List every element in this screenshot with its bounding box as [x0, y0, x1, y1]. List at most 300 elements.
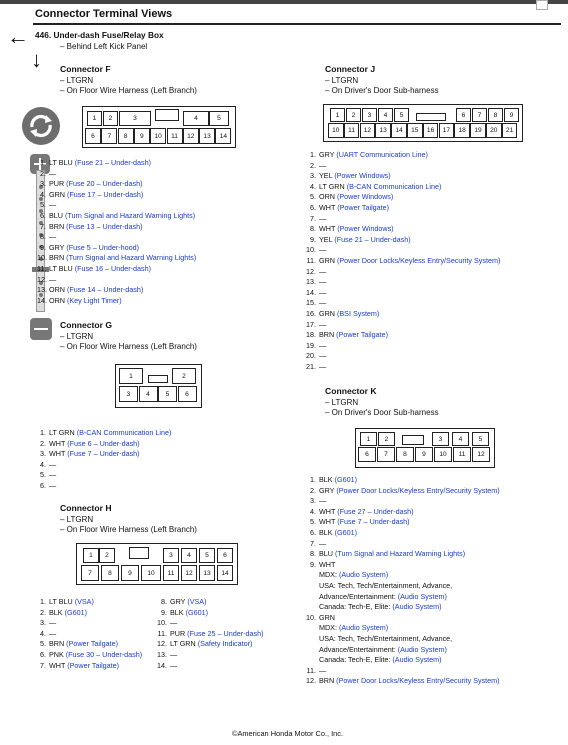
pin-row	[37, 597, 142, 608]
terminal-cell: 5	[158, 386, 177, 402]
wire-color: —	[49, 200, 57, 210]
circuit-link[interactable]: (Turn Signal and Hazard Warning Lights)	[62, 210, 196, 220]
pin-row	[303, 539, 500, 550]
pin-number: 6.	[40, 210, 46, 220]
terminal-cell: 9	[121, 565, 139, 581]
pin-row	[303, 267, 500, 278]
pin-row	[154, 618, 264, 629]
pin-row	[37, 296, 196, 307]
circuit-link[interactable]: (Safety Indicator)	[195, 639, 253, 649]
terminal-cell: 4	[378, 108, 393, 122]
wire-color: LT GRN	[319, 181, 345, 191]
connector-h-location: – On Floor Wire Harness (Left Branch)	[60, 525, 197, 534]
circuit-link[interactable]: (B-CAN Communication Line)	[344, 181, 442, 191]
pin-number: 3.	[310, 496, 316, 506]
pin-number: 18.	[306, 330, 316, 340]
wire-color: GRY	[319, 150, 335, 159]
page-title: Connector Terminal Views	[35, 8, 173, 20]
wire-color: —	[49, 628, 57, 638]
terminal-cell: 2	[172, 368, 196, 384]
pin-number: 8.	[40, 232, 46, 242]
pin-number: 5.	[310, 517, 316, 527]
pin-row	[303, 320, 500, 331]
wire-color: —	[319, 665, 327, 675]
wire-color: GRN	[319, 612, 335, 622]
connector-f-diagram	[82, 106, 236, 148]
wire-color: LT BLU	[49, 158, 73, 167]
top-bar	[0, 0, 568, 4]
pin-number: 5.	[310, 192, 316, 202]
wire-color: GRY	[170, 597, 186, 606]
connector-g-diagram	[115, 364, 202, 408]
terminal-cell: 1	[360, 432, 377, 446]
wire-color: PNK	[49, 649, 64, 659]
wire-color: WHT	[319, 517, 336, 527]
terminal-cell: 10	[150, 128, 166, 144]
terminal-cell: 1	[87, 111, 102, 126]
wire-color: GRY	[49, 242, 65, 252]
connector-j-title: Connector J	[325, 64, 376, 74]
wire-color: —	[49, 618, 57, 628]
pin-row	[154, 661, 264, 672]
terminal-cell: 7	[101, 128, 117, 144]
pin-row	[37, 243, 196, 254]
pin-number: 1.	[40, 158, 46, 167]
pin-number: 3.	[40, 179, 46, 189]
detail-text: Advance/Entertainment:	[319, 644, 396, 654]
connector-g-location: – On Floor Wire Harness (Left Branch)	[60, 342, 197, 351]
wire-color: —	[170, 618, 178, 628]
pin-detail-row	[303, 634, 500, 645]
wire-color: —	[319, 213, 327, 223]
connector-f-location: – On Floor Wire Harness (Left Branch)	[60, 86, 197, 95]
circuit-link[interactable]: (Audio System)	[395, 591, 447, 601]
left-arrow-icon[interactable]: ←	[7, 24, 29, 49]
zoom-out-icon[interactable]	[30, 318, 52, 340]
terminal-cell: 15	[407, 123, 423, 138]
pin-row	[303, 235, 500, 246]
circuit-link[interactable]: (Power Door Locks/Keyless Entry/Security System)	[334, 676, 500, 686]
pin-row	[303, 341, 500, 352]
wire-color: YEL	[319, 171, 333, 181]
pin-detail-row	[303, 645, 500, 656]
pin-number: 9.	[310, 559, 316, 569]
pin-row	[37, 460, 171, 471]
wire-color: BLU	[319, 549, 333, 559]
terminal-cell: 8	[118, 128, 134, 144]
connector-j-color: – LTGRN	[325, 76, 359, 85]
circuit-link[interactable]: (Fuse 21 – Under-dash)	[72, 158, 152, 167]
terminal-cell: 11	[167, 128, 183, 144]
pin-row	[154, 650, 264, 661]
wire-color: ORN	[49, 295, 65, 305]
terminal-cell: 6	[358, 447, 376, 462]
wire-color: BRN	[49, 221, 65, 231]
circuit-link[interactable]: (Power Windows)	[332, 171, 391, 181]
terminal-cell: 9	[134, 128, 150, 144]
wire-color: —	[49, 168, 57, 178]
pin-number: 8.	[310, 224, 316, 234]
pin-number: 12.	[306, 676, 316, 686]
circuit-link[interactable]: (G601)	[183, 607, 208, 617]
connector-g-color: – LTGRN	[60, 332, 94, 341]
pin-row	[37, 190, 196, 201]
wire-color: WHT	[49, 660, 66, 670]
terminal-cell: 20	[486, 123, 502, 138]
pin-detail-row	[303, 581, 500, 592]
connector-j-location: – On Driver's Door Sub-harness	[325, 86, 439, 95]
terminal-cell: 1	[83, 548, 99, 563]
down-arrow-icon[interactable]: ↓	[31, 47, 42, 72]
pin-number: 20.	[306, 351, 316, 361]
pin-row	[303, 288, 500, 299]
terminal-cell: 6	[217, 548, 233, 563]
pin-number: 2.	[310, 160, 316, 170]
connector-k-color: – LTGRN	[325, 398, 359, 407]
circuit-link[interactable]: (Key Light Timer)	[64, 295, 122, 305]
wire-color: —	[319, 361, 327, 371]
circuit-link[interactable]: (Fuse 7 – Under-dash)	[65, 449, 140, 459]
connector-key-notch	[155, 109, 179, 121]
pin-row	[37, 222, 196, 233]
circuit-link[interactable]: (Audio System)	[390, 655, 442, 665]
pin-row	[303, 351, 500, 362]
wire-color: BLK	[49, 607, 63, 617]
circuit-link[interactable]: (Fuse 14 – Under-dash)	[64, 285, 144, 295]
circuit-link[interactable]: (Fuse 6 – Under-dash)	[65, 438, 140, 448]
circuit-link[interactable]: (Fuse 13 – Under-dash)	[64, 221, 143, 231]
connector-f-pin-list	[37, 158, 196, 306]
terminal-cell: 8	[396, 447, 414, 462]
terminal-cell: 5	[209, 111, 229, 126]
terminal-cell: 10	[141, 565, 161, 581]
pin-number: 1.	[310, 150, 316, 159]
wire-color: WHT	[319, 224, 336, 234]
pin-number: 1.	[40, 597, 46, 606]
refresh-icon[interactable]	[22, 107, 60, 145]
circuit-link[interactable]: (Power Tailgate)	[335, 202, 390, 212]
wire-color: —	[170, 660, 178, 670]
pin-number: 2.	[40, 168, 46, 178]
circuit-link[interactable]: (B-CAN Communication Line)	[74, 428, 172, 437]
pin-number: 9.	[310, 234, 316, 244]
wire-color: BLK	[319, 475, 333, 484]
pin-number: 11.	[306, 255, 316, 265]
circuit-link[interactable]: (Audio System)	[336, 623, 389, 633]
pin-row	[37, 253, 196, 264]
terminal-cell: 12	[181, 565, 197, 581]
detail-text: MDX:	[319, 623, 337, 633]
pin-number: 11.	[37, 263, 47, 273]
pin-detail-row	[303, 570, 500, 581]
wire-color: —	[319, 298, 327, 308]
terminal-cell: 6	[456, 108, 471, 122]
pin-row	[303, 613, 500, 624]
terminal-cell: 4	[183, 111, 209, 126]
detail-text: Canada: Tech-E, Elite:	[319, 655, 391, 665]
pin-number: 7.	[40, 660, 46, 670]
pin-row	[303, 507, 500, 518]
pin-row	[303, 192, 500, 203]
pin-number: 12.	[306, 266, 316, 276]
circuit-link[interactable]: (Fuse 16 – Under-dash)	[72, 263, 152, 273]
circuit-link[interactable]: (Fuse 21 – Under-dash)	[332, 234, 411, 244]
circuit-link[interactable]: (Audio System)	[336, 570, 389, 580]
pin-number: 4.	[40, 459, 46, 469]
connector-h-pin-list-right	[154, 597, 264, 671]
wire-color: —	[319, 277, 327, 287]
pin-row	[154, 639, 264, 650]
terminal-cell: 14	[217, 565, 233, 581]
circuit-link[interactable]: (Audio System)	[395, 644, 447, 654]
wire-color: GRN	[49, 189, 65, 199]
connector-g-pin-list	[37, 428, 171, 492]
pin-number: 3.	[40, 449, 46, 459]
pin-number: 9.	[161, 607, 167, 617]
terminal-cell: 7	[377, 447, 395, 462]
wire-color: —	[319, 160, 327, 170]
connector-f-title: Connector F	[60, 64, 111, 74]
wire-color: BLU	[49, 210, 63, 220]
pin-row	[303, 560, 500, 571]
pin-row	[303, 362, 500, 373]
wire-color: ORN	[319, 192, 335, 202]
circuit-link[interactable]: (UART Communication Line)	[334, 150, 428, 159]
terminal-cell: 5	[199, 548, 215, 563]
pin-row	[303, 528, 500, 539]
pin-number: 6.	[310, 527, 316, 537]
pin-row	[37, 200, 196, 211]
terminal-cell: 7	[81, 565, 99, 581]
circuit-link[interactable]: (Fuse 25 – Under-dash)	[185, 628, 264, 638]
pin-number: 16.	[306, 308, 316, 318]
pin-number: 5.	[40, 639, 46, 649]
circuit-link[interactable]: (Power Door Locks/Keyless Entry/Security System)	[334, 485, 500, 495]
pin-row	[303, 475, 500, 486]
circuit-link[interactable]: (Power Tailgate)	[65, 660, 120, 670]
pin-row	[37, 470, 171, 481]
pin-number: 14.	[306, 287, 316, 297]
wire-color: —	[319, 538, 327, 548]
circuit-link[interactable]: (BSI System)	[334, 308, 380, 318]
wire-color: —	[49, 274, 57, 284]
wire-color: LT GRN	[170, 639, 196, 649]
wire-color: GRY	[319, 485, 335, 495]
circuit-link[interactable]: (Fuse 5 – Under-hood)	[64, 242, 140, 252]
pin-row	[37, 285, 196, 296]
pin-row	[303, 256, 500, 267]
pin-number: 2.	[40, 438, 46, 448]
pin-row	[303, 245, 500, 256]
circuit-link[interactable]: (Fuse 30 – Under-dash)	[63, 649, 143, 659]
terminal-cell: 2	[103, 111, 118, 126]
circuit-link[interactable]: (G601)	[332, 475, 357, 484]
terminal-cell: 10	[434, 447, 452, 462]
pin-row	[37, 211, 196, 222]
pin-detail-row	[303, 623, 500, 634]
connector-k-location: – On Driver's Door Sub-harness	[325, 408, 439, 417]
pin-row	[303, 182, 500, 193]
circuit-link[interactable]: (Fuse 27 – Under-dash)	[335, 506, 414, 516]
pin-row	[303, 517, 500, 528]
pin-number: 19.	[306, 340, 316, 350]
wire-color: ORN	[49, 285, 65, 295]
terminal-cell: 11	[453, 447, 471, 462]
pin-row	[303, 277, 500, 288]
connector-h-title: Connector H	[60, 503, 112, 513]
pin-row	[303, 309, 500, 320]
pin-row	[303, 161, 500, 172]
circuit-link[interactable]: (Fuse 7 – Under-dash)	[335, 517, 410, 527]
pin-row	[37, 264, 196, 275]
terminal-cell: 12	[360, 123, 376, 138]
pin-row	[37, 158, 196, 169]
wire-color: LT BLU	[49, 597, 73, 606]
terminal-cell: 4	[181, 548, 197, 563]
pin-number: 4.	[310, 181, 316, 191]
wire-color: —	[319, 266, 327, 276]
wire-color: WHT	[49, 438, 66, 448]
pin-row	[303, 676, 500, 687]
terminal-cell: 11	[344, 123, 360, 138]
circuit-link[interactable]: (Power Windows)	[334, 192, 394, 202]
pin-row	[154, 608, 264, 619]
wire-color: YEL	[319, 234, 333, 244]
wire-color: WHT	[319, 559, 336, 569]
pin-number: 10.	[306, 612, 316, 622]
section-location: – Behind Left Kick Panel	[60, 42, 148, 51]
circuit-link[interactable]: (VSA)	[185, 597, 207, 606]
connector-h-diagram	[76, 543, 238, 585]
terminal-cell: 16	[423, 123, 439, 138]
circuit-link[interactable]: (Power Tailgate)	[64, 639, 118, 649]
wire-color: PUR	[170, 628, 186, 638]
pin-number: 6.	[40, 480, 46, 490]
terminal-cell: 13	[375, 123, 391, 138]
circuit-link[interactable]: (Power Door Locks/Keyless Entry/Security System)	[334, 255, 501, 265]
terminal-cell: 12	[472, 447, 490, 462]
wire-color: —	[49, 470, 57, 480]
terminal-cell: 21	[502, 123, 518, 138]
connector-key-notch	[416, 113, 446, 121]
circuit-link[interactable]: (Power Tailgate)	[334, 330, 388, 340]
pin-number: 13.	[157, 649, 167, 659]
wire-color: WHT	[49, 449, 66, 459]
terminal-cell: 14	[391, 123, 407, 138]
pin-number: 10.	[157, 618, 167, 628]
pin-row	[37, 169, 196, 180]
pin-number: 7.	[310, 538, 316, 548]
wire-color: —	[49, 232, 57, 242]
terminal-cell: 8	[101, 565, 119, 581]
pin-row	[303, 214, 500, 225]
pin-row	[37, 449, 171, 460]
pin-row	[37, 629, 142, 640]
connector-k-diagram	[355, 428, 495, 468]
circuit-link[interactable]: (Fuse 20 – Under-dash)	[64, 179, 143, 189]
window-control[interactable]	[536, 0, 548, 10]
pin-row	[37, 650, 142, 661]
pin-number: 5.	[40, 200, 46, 210]
wire-color: —	[319, 287, 327, 297]
wire-color: —	[319, 319, 327, 329]
connector-j-pin-list	[303, 150, 500, 372]
wire-color: —	[319, 245, 327, 255]
wire-color: BRN	[319, 330, 335, 340]
pin-row	[154, 597, 264, 608]
wire-color: —	[319, 496, 327, 506]
wire-color: BLK	[170, 607, 184, 617]
circuit-link[interactable]: (Turn Signal and Hazard Warning Lights)	[64, 253, 197, 263]
pin-row	[303, 203, 500, 214]
pin-number: 11.	[157, 628, 167, 638]
pin-number: 1.	[310, 475, 316, 484]
title-rule	[33, 23, 561, 25]
connector-k-title: Connector K	[325, 386, 377, 396]
circuit-link[interactable]: (Fuse 17 – Under-dash)	[64, 189, 144, 199]
circuit-link[interactable]: (Audio System)	[390, 602, 442, 612]
circuit-link[interactable]: (G601)	[62, 607, 87, 617]
pin-row	[37, 439, 171, 450]
pin-number: 5.	[40, 470, 46, 480]
terminal-cell: 3	[362, 108, 377, 122]
pin-row	[303, 666, 500, 677]
wire-color: WHT	[319, 202, 336, 212]
terminal-cell: 12	[183, 128, 199, 144]
pin-number: 10.	[306, 245, 316, 255]
pin-number: 9.	[40, 242, 46, 252]
pin-number: 2.	[40, 607, 46, 617]
terminal-cell: 6	[178, 386, 197, 402]
pin-number: 1.	[40, 428, 46, 437]
connector-f-color: – LTGRN	[60, 76, 94, 85]
pin-number: 8.	[310, 549, 316, 559]
wire-color: BRN	[49, 253, 65, 263]
wire-color: BLK	[319, 527, 333, 537]
circuit-link[interactable]: (VSA)	[72, 597, 94, 606]
circuit-link[interactable]: (G601)	[332, 527, 357, 537]
pin-row	[303, 496, 500, 507]
pin-row	[37, 275, 196, 286]
section-title: 446. Under-dash Fuse/Relay Box	[35, 30, 164, 40]
pin-row	[37, 608, 142, 619]
wire-color: BRN	[49, 639, 65, 649]
pin-number: 4.	[310, 506, 316, 516]
terminal-cell: 5	[472, 432, 489, 446]
terminal-cell: 8	[488, 108, 503, 122]
pin-row	[303, 486, 500, 497]
pin-row	[37, 232, 196, 243]
pin-row	[303, 549, 500, 560]
terminal-cell: 3	[119, 111, 151, 126]
connector-k-pin-list	[303, 475, 500, 687]
connector-h-color: – LTGRN	[60, 515, 94, 524]
connector-key-notch	[129, 547, 149, 559]
circuit-link[interactable]: (Power Windows)	[335, 224, 394, 234]
terminal-cell: 14	[215, 128, 231, 144]
pin-number: 13.	[306, 277, 316, 287]
pin-number: 15.	[306, 298, 316, 308]
wire-color: —	[49, 480, 57, 490]
pin-number: 14.	[157, 660, 167, 670]
wire-color: WHT	[319, 506, 336, 516]
wire-color: PUR	[49, 179, 65, 189]
circuit-link[interactable]: (Turn Signal and Hazard Warning Lights)	[332, 549, 466, 559]
pin-number: 7.	[310, 213, 316, 223]
terminal-cell: 1	[119, 368, 143, 384]
wire-color: —	[319, 340, 327, 350]
pin-number: 21.	[306, 361, 316, 371]
